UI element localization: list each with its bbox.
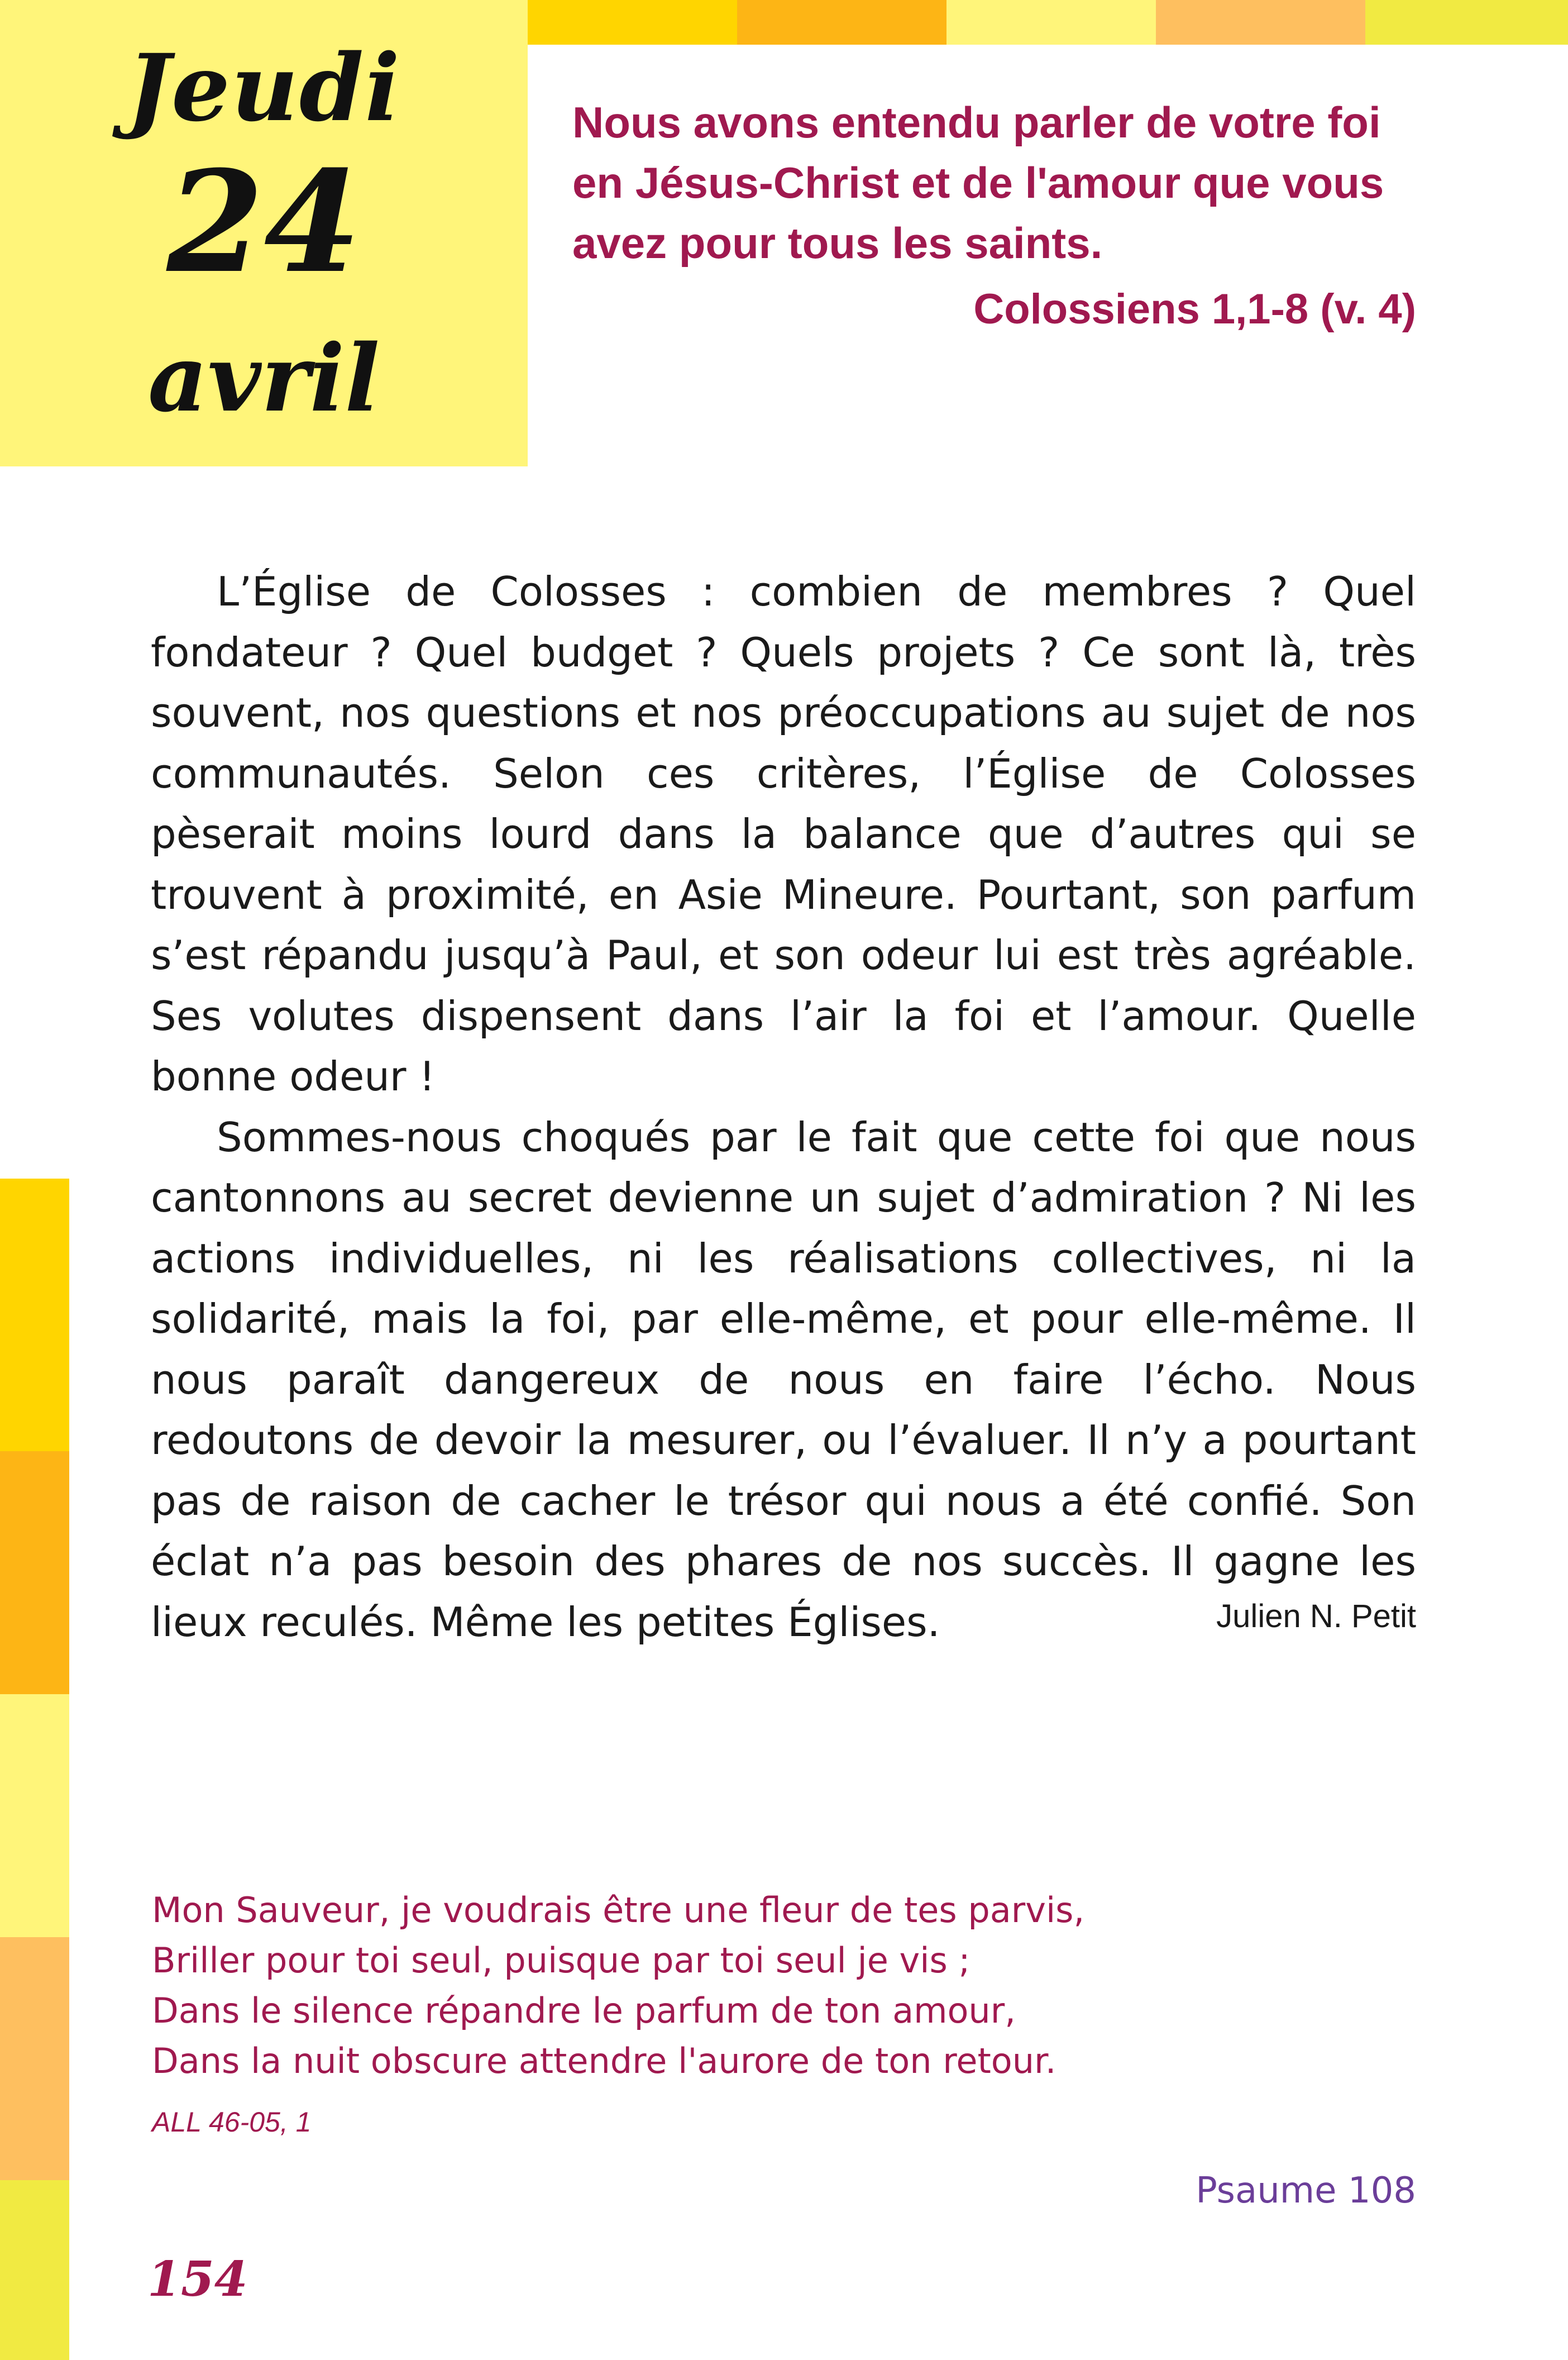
top-bar-light-yellow (946, 0, 1156, 45)
date-day-number: 24 (166, 140, 361, 304)
prayer-line: Mon Sauveur, je voudrais être une fleur de tes parvis, (152, 1890, 1085, 1930)
prayer-verse (152, 1885, 1380, 2086)
left-bar-orange (0, 1451, 69, 1694)
psalm-reference: Psaume 108 (1196, 2170, 1416, 2211)
prayer-line: Briller pour toi seul, puisque par toi seul je vis ; (152, 1940, 971, 1981)
left-bar-lime (0, 2180, 69, 2360)
date-month: avril (147, 324, 380, 432)
prayer-line: Dans le silence répandre le parfum de ton amour, (152, 1990, 1016, 2031)
author-name: Julien N. Petit (1216, 1598, 1416, 1634)
prayer-line: Dans la nuit obscure attendre l'aurore de ton retour. (152, 2040, 1057, 2081)
date-weekday: Jeudi (126, 34, 401, 142)
meditation-paragraph: L’Église de Colosses : combien de membres ? Quel fondateur ? Quel budget ? Quels projets ? Ce sont là, très souvent, nos questions et nos préoccupations au sujet de nos communautés. Selon ces critères, l’Église de Colosses pèserait moins lourd dans la balance que d’autres qui se trouvent à proximité, en Asie Mineure. Pourtant, son parfum s’est répandu jusqu’à Paul, et son odeur lui est très agréable. Ses volutes dispensent dans l’air la foi et l’amour. Quelle bonne odeur ! (151, 568, 1416, 1100)
meditation-paragraph: Sommes-nous choqués par le fait que cette foi que nous cantonnons au secret devienne un sujet d’admiration ? Ni les actions individuelles, ni les réalisations collectives, ni la solidarité, mais la foi, par elle-même, et pour elle-même. Il nous paraît dangereux de nous en faire l’écho. Nous redoutons de devoir la mesurer, ou l’évaluer. Il n’y a pourtant pas de raison de cacher le trésor qui nous a été confié. Son éclat n’a pas besoin des phares de nos succès. Il gagne les lieux reculés. Même les petites Églises. (151, 1113, 1416, 1646)
left-bar-yellow (0, 1179, 69, 1451)
top-bar-orange (737, 0, 946, 45)
top-bar-lime (1365, 0, 1568, 45)
top-bar-yellow (528, 0, 737, 45)
page-number: 154 (147, 2251, 248, 2307)
top-bar-peach (1156, 0, 1365, 45)
left-bar-light-yellow (0, 1694, 69, 1937)
hymn-reference: ALL 46-05, 1 (152, 2106, 312, 2138)
date-box (0, 0, 528, 466)
meditation-text (151, 561, 1416, 1652)
verse-reference: Colossiens 1,1-8 (v. 4) (973, 285, 1416, 333)
bible-verse: Nous avons entendu parler de votre foi en Jésus-Christ et de l'amour que vous avez pour tous les saints. (572, 98, 1384, 268)
left-bar-peach (0, 1937, 69, 2180)
